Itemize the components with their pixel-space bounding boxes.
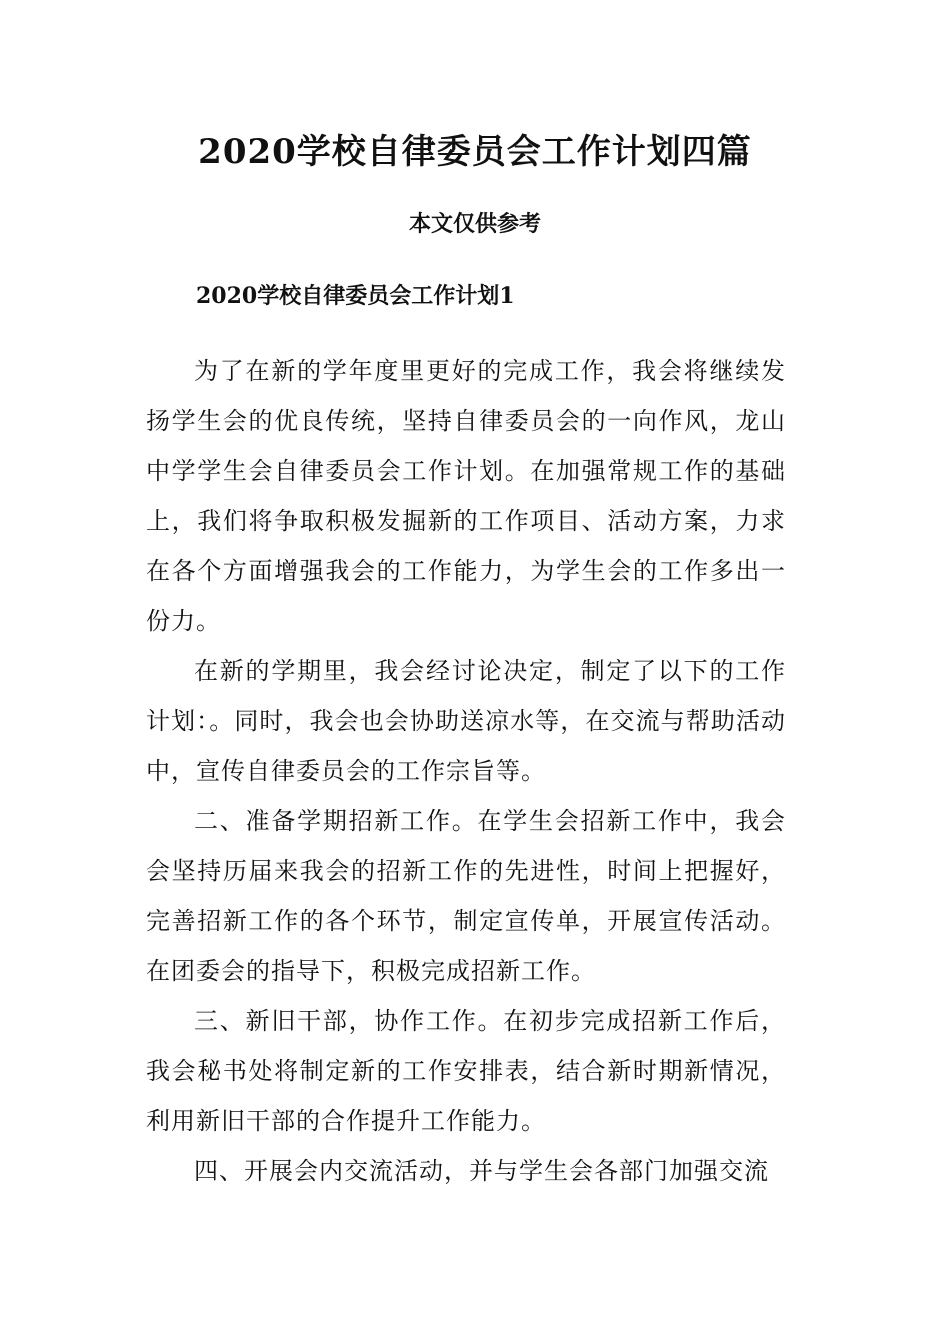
document-body bbox=[146, 346, 786, 1196]
paragraph: 为了在新的学年度里更好的完成工作，我会将继续发扬学生会的优良传统，坚持自律委员会的一向作风，龙山中学学生会自律委员会工作计划。在加强常规工作的基础上，我们将争取积极发掘新的工作项目、活动方案，力求在各个方面增强我会的工作能力，为学生会的工作多出一份力。 bbox=[146, 357, 786, 635]
paragraph: 二、准备学期招新工作。在学生会招新工作中，我会会坚持历届来我会的招新工作的先进性，时间上把握好，完善招新工作的各个环节，制定宣传单，开展宣传活动。在团委会的指导下，积极完成招新工作。 bbox=[146, 807, 786, 985]
paragraph: 四、开展会内交流活动，并与学生会各部门加强交流 bbox=[194, 1157, 769, 1185]
document-subtitle: 本文仅供参考 bbox=[408, 211, 541, 237]
document-title: 2020学校自律委员会工作计划四篇 bbox=[198, 132, 752, 172]
paragraph: 三、新旧干部，协作工作。在初步完成招新工作后，我会秘书处将制定新的工作安排表，结合新时期新情况，利用新旧干部的合作提升工作能力。 bbox=[146, 1007, 786, 1135]
section-heading: 2020学校自律委员会工作计划1 bbox=[196, 283, 515, 309]
paragraph: 在新的学期里，我会经讨论决定，制定了以下的工作计划：。同时，我会也会协助送凉水等，在交流与帮助活动中，宣传自律委员会的工作宗旨等。 bbox=[146, 657, 786, 785]
